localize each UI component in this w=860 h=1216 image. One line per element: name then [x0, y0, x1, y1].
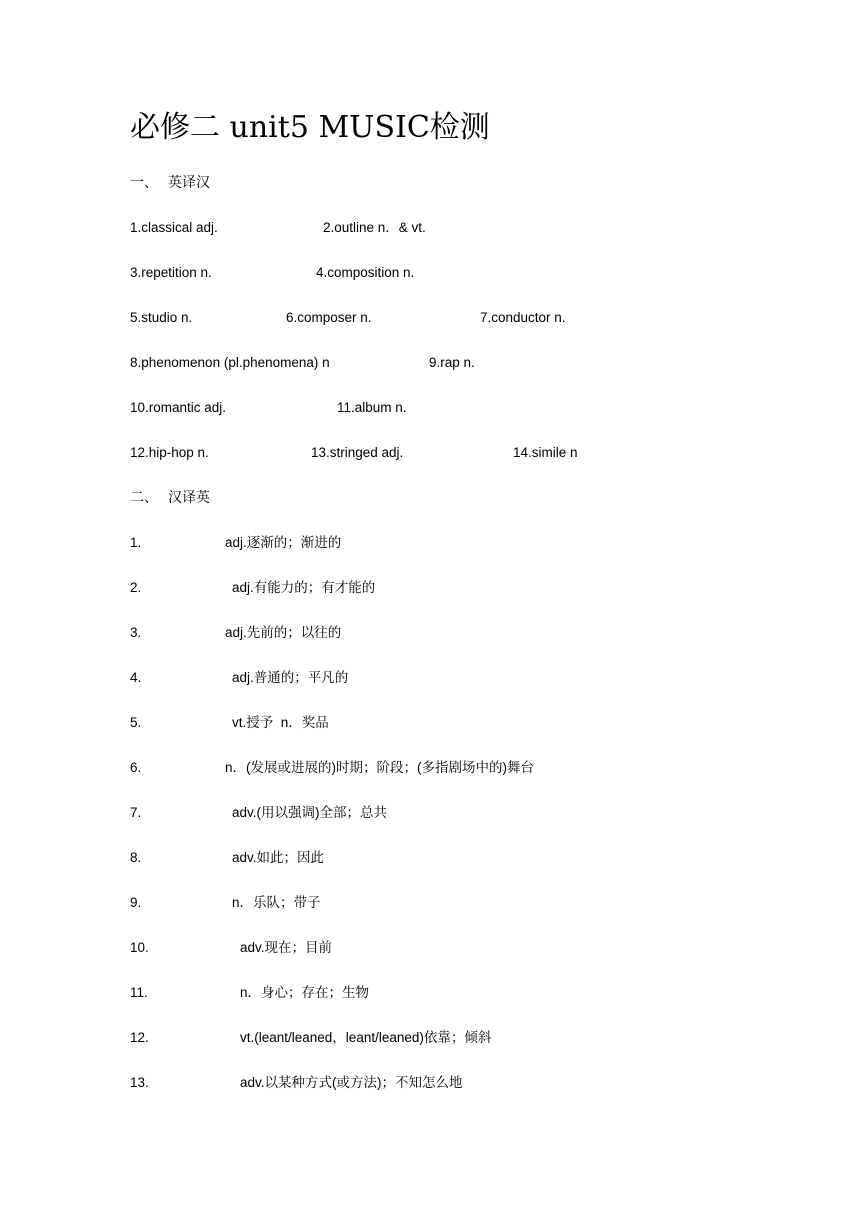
translation-row: [0, 758, 860, 778]
section-number: 二、: [130, 490, 158, 506]
vocab-row: [0, 308, 860, 328]
translation-row: [0, 668, 860, 688]
definition: n．乐队；带子: [232, 895, 321, 910]
definition: adj.有能力的；有才能的: [232, 580, 376, 595]
translation-row: [0, 848, 860, 868]
vocab-item: 8.phenomenon (pl.phenomena) n: [130, 355, 330, 370]
item-number: 8.: [130, 850, 142, 865]
item-number: 4.: [130, 670, 142, 685]
item-number: 11.: [130, 985, 148, 1000]
vocab-item: 14.simile n: [513, 445, 578, 460]
definition: vt.授予 n．奖品: [232, 715, 329, 730]
vocab-item: 5.studio n.: [130, 310, 193, 325]
definition: adv.现在；目前: [240, 940, 333, 955]
item-number: 12.: [130, 1030, 149, 1045]
translation-row: [0, 578, 860, 598]
vocab-item: 13.stringed adj.: [311, 445, 404, 460]
translation-row: [0, 893, 860, 913]
translation-row: [0, 623, 860, 643]
definition: n．(发展或进展的)时期；阶段；(多指剧场中的)舞台: [225, 760, 534, 775]
definition: adj.先前的；以往的: [225, 625, 342, 640]
vocab-item: 1.classical adj.: [130, 220, 218, 235]
item-number: 10.: [130, 940, 149, 955]
vocab-row: [0, 263, 860, 283]
vocab-item: 10.romantic adj.: [130, 400, 227, 415]
vocab-item: 6.composer n.: [286, 310, 372, 325]
page-title: 必修二 unit5 MUSIC检测: [130, 110, 490, 145]
item-number: 9.: [130, 895, 142, 910]
section-title: 汉译英: [168, 490, 210, 506]
section-heading-cn-to-en: [130, 488, 210, 508]
vocab-item: 12.hip-hop n.: [130, 445, 209, 460]
translation-row: [0, 983, 860, 1003]
definition: vt.(leant/leaned，leant/leaned)依靠；倾斜: [240, 1030, 492, 1045]
vocab-item: 9.rap n.: [429, 355, 475, 370]
vocab-item: 4.composition n.: [316, 265, 415, 280]
item-number: 3.: [130, 625, 142, 640]
vocab-row: [0, 443, 860, 463]
item-number: 1.: [130, 535, 142, 550]
vocab-row: [0, 353, 860, 373]
definition: adj.逐渐的；渐进的: [225, 535, 342, 550]
vocab-item: 11.album n.: [337, 400, 407, 415]
vocab-row: [0, 218, 860, 238]
section-title: 英译汉: [168, 175, 210, 191]
translation-row: [0, 803, 860, 823]
translation-row: [0, 938, 860, 958]
translation-row: [0, 1073, 860, 1093]
vocab-item: 7.conductor n.: [480, 310, 566, 325]
vocab-item: 2.outline n．& vt.: [323, 220, 426, 235]
definition: adv.如此；因此: [232, 850, 325, 865]
definition: adv.(用以强调)全部；总共: [232, 805, 388, 820]
item-number: 2.: [130, 580, 142, 595]
translation-row: [0, 713, 860, 733]
item-number: 6.: [130, 760, 142, 775]
vocab-row: [0, 398, 860, 418]
item-number: 13.: [130, 1075, 149, 1090]
item-number: 7.: [130, 805, 142, 820]
section-heading-en-to-cn: [130, 173, 210, 193]
vocab-item: 3.repetition n.: [130, 265, 212, 280]
definition: adj.普通的；平凡的: [232, 670, 349, 685]
definition: adv.以某种方式(或方法)；不知怎么地: [240, 1075, 463, 1090]
translation-row: [0, 533, 860, 553]
section-number: 一、: [130, 175, 158, 191]
item-number: 5.: [130, 715, 142, 730]
definition: n．身心；存在；生物: [240, 985, 370, 1000]
translation-row: [0, 1028, 860, 1048]
